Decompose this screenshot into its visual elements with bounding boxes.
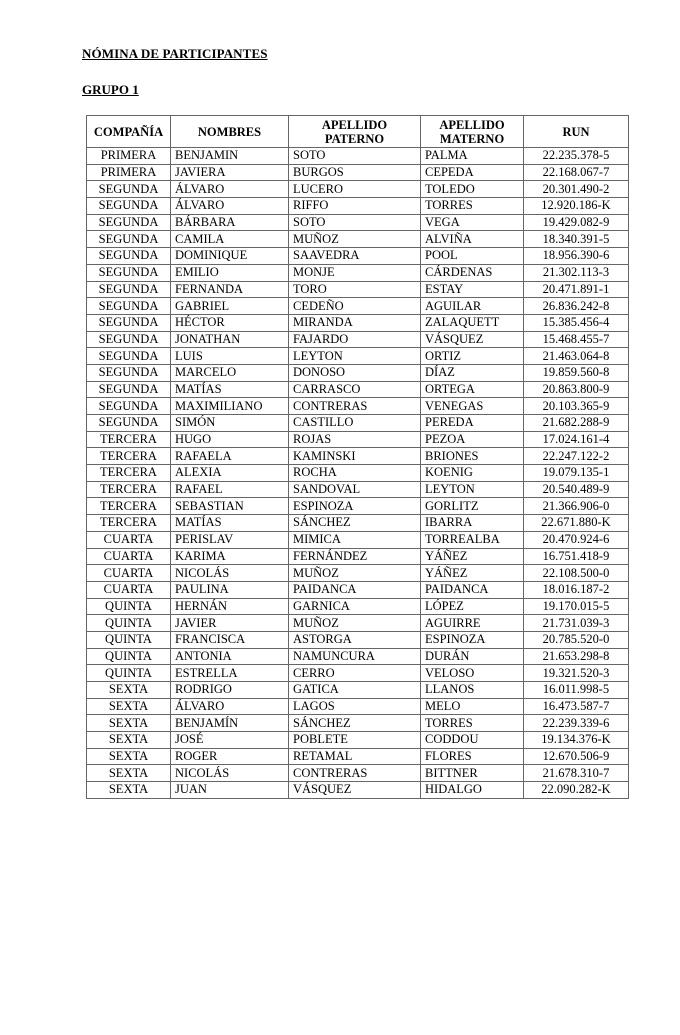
cell-apellido-materno: CEPEDA bbox=[421, 164, 524, 181]
cell-run: 20.540.489-9 bbox=[524, 481, 629, 498]
cell-run: 19.134.376-K bbox=[524, 732, 629, 749]
cell-compania: SEGUNDA bbox=[87, 298, 171, 315]
cell-apellido-paterno: GARNICA bbox=[289, 598, 421, 615]
cell-apellido-paterno: SÁNCHEZ bbox=[289, 515, 421, 532]
cell-compania: SEGUNDA bbox=[87, 214, 171, 231]
cell-apellido-paterno: NAMUNCURA bbox=[289, 648, 421, 665]
cell-nombres: FRANCISCA bbox=[171, 631, 289, 648]
cell-compania: SEGUNDA bbox=[87, 331, 171, 348]
table-row bbox=[87, 782, 629, 799]
table-row bbox=[87, 581, 629, 598]
table-row bbox=[87, 465, 629, 482]
cell-apellido-materno: VELOSO bbox=[421, 665, 524, 682]
cell-compania: TERCERA bbox=[87, 498, 171, 515]
cell-compania: SEXTA bbox=[87, 698, 171, 715]
cell-apellido-materno: DURÁN bbox=[421, 648, 524, 665]
table-row bbox=[87, 698, 629, 715]
cell-nombres: ESTRELLA bbox=[171, 665, 289, 682]
cell-nombres: ANTONIA bbox=[171, 648, 289, 665]
document-title: NÓMINA DE PARTICIPANTES bbox=[82, 46, 268, 61]
cell-nombres: GABRIEL bbox=[171, 298, 289, 315]
table-row bbox=[87, 198, 629, 215]
cell-apellido-paterno: TORO bbox=[289, 281, 421, 298]
cell-apellido-materno: TORRES bbox=[421, 198, 524, 215]
cell-run: 22.247.122-2 bbox=[524, 448, 629, 465]
cell-apellido-paterno: SAAVEDRA bbox=[289, 248, 421, 265]
table-row bbox=[87, 515, 629, 532]
table-row bbox=[87, 298, 629, 315]
cell-apellido-materno: DÍAZ bbox=[421, 364, 524, 381]
cell-run: 19.079.135-1 bbox=[524, 465, 629, 482]
cell-apellido-paterno: BURGOS bbox=[289, 164, 421, 181]
cell-apellido-paterno: PAIDANCA bbox=[289, 581, 421, 598]
table-row bbox=[87, 481, 629, 498]
cell-apellido-materno: IBARRA bbox=[421, 515, 524, 532]
cell-compania: CUARTA bbox=[87, 581, 171, 598]
cell-nombres: KARIMA bbox=[171, 548, 289, 565]
table-row bbox=[87, 682, 629, 699]
cell-compania: TERCERA bbox=[87, 465, 171, 482]
cell-apellido-materno: ESPINOZA bbox=[421, 631, 524, 648]
cell-nombres: NICOLÁS bbox=[171, 565, 289, 582]
cell-apellido-materno: CÁRDENAS bbox=[421, 264, 524, 281]
cell-apellido-paterno: CASTILLO bbox=[289, 415, 421, 432]
header-apellido-materno-text: APELLIDO MATERNO bbox=[439, 117, 505, 146]
cell-nombres: NICOLÁS bbox=[171, 765, 289, 782]
header-run: RUN bbox=[524, 116, 629, 148]
cell-nombres: BÁRBARA bbox=[171, 214, 289, 231]
cell-apellido-paterno: LAGOS bbox=[289, 698, 421, 715]
cell-apellido-paterno: MUÑOZ bbox=[289, 565, 421, 582]
cell-apellido-materno: PAIDANCA bbox=[421, 581, 524, 598]
cell-nombres: JOSÉ bbox=[171, 732, 289, 749]
cell-compania: SEXTA bbox=[87, 682, 171, 699]
cell-apellido-materno: ALVIÑA bbox=[421, 231, 524, 248]
header-compania: COMPAÑÍA bbox=[87, 116, 171, 148]
cell-apellido-paterno: FERNÁNDEZ bbox=[289, 548, 421, 565]
cell-apellido-materno: VENEGAS bbox=[421, 398, 524, 415]
cell-run: 22.108.500-0 bbox=[524, 565, 629, 582]
table-row bbox=[87, 214, 629, 231]
cell-apellido-paterno: SANDOVAL bbox=[289, 481, 421, 498]
table-row bbox=[87, 381, 629, 398]
cell-run: 22.090.282-K bbox=[524, 782, 629, 799]
cell-apellido-materno: PEZOA bbox=[421, 431, 524, 448]
cell-apellido-materno: BITTNER bbox=[421, 765, 524, 782]
cell-run: 21.366.906-0 bbox=[524, 498, 629, 515]
cell-nombres: EMILIO bbox=[171, 264, 289, 281]
cell-run: 26.836.242-8 bbox=[524, 298, 629, 315]
cell-run: 21.731.039-3 bbox=[524, 615, 629, 632]
cell-nombres: HERNÁN bbox=[171, 598, 289, 615]
cell-apellido-paterno: LEYTON bbox=[289, 348, 421, 365]
cell-apellido-materno: ORTIZ bbox=[421, 348, 524, 365]
table-header-row bbox=[87, 116, 629, 148]
cell-apellido-paterno: MUÑOZ bbox=[289, 615, 421, 632]
cell-run: 20.785.520-0 bbox=[524, 631, 629, 648]
cell-apellido-materno: TORREALBA bbox=[421, 531, 524, 548]
cell-nombres: RAFAELA bbox=[171, 448, 289, 465]
cell-nombres: ÁLVARO bbox=[171, 698, 289, 715]
cell-apellido-materno: AGUIRRE bbox=[421, 615, 524, 632]
cell-compania: TERCERA bbox=[87, 431, 171, 448]
cell-compania: SEXTA bbox=[87, 732, 171, 749]
cell-compania: QUINTA bbox=[87, 631, 171, 648]
participants-table bbox=[86, 115, 629, 799]
cell-compania: SEGUNDA bbox=[87, 364, 171, 381]
cell-apellido-paterno: CONTRERAS bbox=[289, 398, 421, 415]
cell-apellido-materno: LLANOS bbox=[421, 682, 524, 699]
cell-apellido-materno: VÁSQUEZ bbox=[421, 331, 524, 348]
cell-nombres: JAVIERA bbox=[171, 164, 289, 181]
cell-apellido-materno: BRIONES bbox=[421, 448, 524, 465]
cell-compania: SEGUNDA bbox=[87, 381, 171, 398]
cell-run: 20.471.891-1 bbox=[524, 281, 629, 298]
cell-compania: TERCERA bbox=[87, 515, 171, 532]
cell-apellido-paterno: MONJE bbox=[289, 264, 421, 281]
cell-run: 22.235.378-5 bbox=[524, 148, 629, 165]
cell-run: 19.321.520-3 bbox=[524, 665, 629, 682]
table-row bbox=[87, 348, 629, 365]
cell-run: 16.751.418-9 bbox=[524, 548, 629, 565]
cell-run: 19.170.015-5 bbox=[524, 598, 629, 615]
table-row bbox=[87, 631, 629, 648]
cell-apellido-paterno: MUÑOZ bbox=[289, 231, 421, 248]
cell-compania: SEGUNDA bbox=[87, 415, 171, 432]
table-row bbox=[87, 765, 629, 782]
cell-compania: QUINTA bbox=[87, 665, 171, 682]
cell-apellido-paterno: RIFFO bbox=[289, 198, 421, 215]
cell-apellido-paterno: GATICA bbox=[289, 682, 421, 699]
cell-apellido-materno: CODDOU bbox=[421, 732, 524, 749]
cell-apellido-materno: YÁÑEZ bbox=[421, 565, 524, 582]
cell-nombres: FERNANDA bbox=[171, 281, 289, 298]
cell-nombres: LUIS bbox=[171, 348, 289, 365]
cell-nombres: HUGO bbox=[171, 431, 289, 448]
cell-compania: SEGUNDA bbox=[87, 231, 171, 248]
cell-nombres: SIMÓN bbox=[171, 415, 289, 432]
table-row bbox=[87, 748, 629, 765]
cell-nombres: MATÍAS bbox=[171, 381, 289, 398]
cell-compania: SEXTA bbox=[87, 765, 171, 782]
cell-nombres: MAXIMILIANO bbox=[171, 398, 289, 415]
cell-run: 22.168.067-7 bbox=[524, 164, 629, 181]
cell-run: 21.682.288-9 bbox=[524, 415, 629, 432]
cell-nombres: PERISLAV bbox=[171, 531, 289, 548]
table-row bbox=[87, 331, 629, 348]
cell-compania: PRIMERA bbox=[87, 164, 171, 181]
cell-apellido-paterno: MIRANDA bbox=[289, 314, 421, 331]
table-row bbox=[87, 732, 629, 749]
cell-apellido-materno: TOLEDO bbox=[421, 181, 524, 198]
cell-apellido-materno: HIDALGO bbox=[421, 782, 524, 799]
cell-run: 15.468.455-7 bbox=[524, 331, 629, 348]
table-row bbox=[87, 498, 629, 515]
cell-compania: TERCERA bbox=[87, 448, 171, 465]
cell-apellido-paterno: SOTO bbox=[289, 214, 421, 231]
cell-apellido-paterno: CARRASCO bbox=[289, 381, 421, 398]
cell-compania: TERCERA bbox=[87, 481, 171, 498]
cell-compania: SEGUNDA bbox=[87, 348, 171, 365]
cell-run: 21.302.113-3 bbox=[524, 264, 629, 281]
cell-run: 18.956.390-6 bbox=[524, 248, 629, 265]
cell-apellido-materno: LEYTON bbox=[421, 481, 524, 498]
table-body bbox=[87, 148, 629, 799]
cell-nombres: RAFAEL bbox=[171, 481, 289, 498]
cell-apellido-paterno: MIMICA bbox=[289, 531, 421, 548]
cell-compania: QUINTA bbox=[87, 615, 171, 632]
group-heading: GRUPO 1 bbox=[82, 82, 139, 97]
cell-apellido-paterno: CEDEÑO bbox=[289, 298, 421, 315]
table-row bbox=[87, 281, 629, 298]
cell-apellido-materno: TORRES bbox=[421, 715, 524, 732]
cell-apellido-materno: YÁÑEZ bbox=[421, 548, 524, 565]
cell-apellido-paterno: RETAMAL bbox=[289, 748, 421, 765]
cell-run: 12.920.186-K bbox=[524, 198, 629, 215]
cell-run: 22.239.339-6 bbox=[524, 715, 629, 732]
table-row bbox=[87, 615, 629, 632]
cell-run: 16.011.998-5 bbox=[524, 682, 629, 699]
cell-nombres: BENJAMIN bbox=[171, 148, 289, 165]
cell-compania: QUINTA bbox=[87, 648, 171, 665]
table-row bbox=[87, 665, 629, 682]
cell-compania: SEGUNDA bbox=[87, 181, 171, 198]
cell-apellido-materno: MELO bbox=[421, 698, 524, 715]
table-row bbox=[87, 715, 629, 732]
cell-nombres: ROGER bbox=[171, 748, 289, 765]
cell-apellido-paterno: ROJAS bbox=[289, 431, 421, 448]
cell-nombres: JONATHAN bbox=[171, 331, 289, 348]
cell-run: 18.016.187-2 bbox=[524, 581, 629, 598]
table-row bbox=[87, 565, 629, 582]
cell-apellido-materno: POOL bbox=[421, 248, 524, 265]
cell-nombres: SEBASTIAN bbox=[171, 498, 289, 515]
cell-nombres: RODRIGO bbox=[171, 682, 289, 699]
cell-apellido-paterno: KAMINSKI bbox=[289, 448, 421, 465]
cell-nombres: JAVIER bbox=[171, 615, 289, 632]
cell-apellido-paterno: CERRO bbox=[289, 665, 421, 682]
cell-nombres: BENJAMÍN bbox=[171, 715, 289, 732]
cell-run: 20.470.924-6 bbox=[524, 531, 629, 548]
cell-nombres: JUAN bbox=[171, 782, 289, 799]
cell-nombres: MARCELO bbox=[171, 364, 289, 381]
table-row bbox=[87, 248, 629, 265]
cell-compania: QUINTA bbox=[87, 598, 171, 615]
cell-compania: SEGUNDA bbox=[87, 248, 171, 265]
cell-apellido-paterno: DONOSO bbox=[289, 364, 421, 381]
cell-apellido-paterno: ASTORGA bbox=[289, 631, 421, 648]
cell-compania: SEGUNDA bbox=[87, 264, 171, 281]
table-row bbox=[87, 264, 629, 281]
header-apellido-paterno bbox=[289, 116, 421, 148]
cell-run: 21.653.298-8 bbox=[524, 648, 629, 665]
cell-run: 19.859.560-8 bbox=[524, 364, 629, 381]
cell-nombres: DOMINIQUE bbox=[171, 248, 289, 265]
cell-apellido-paterno: LUCERO bbox=[289, 181, 421, 198]
cell-apellido-paterno: ESPINOZA bbox=[289, 498, 421, 515]
cell-apellido-materno: PEREDA bbox=[421, 415, 524, 432]
cell-nombres: HÉCTOR bbox=[171, 314, 289, 331]
cell-compania: SEGUNDA bbox=[87, 281, 171, 298]
cell-compania: SEGUNDA bbox=[87, 198, 171, 215]
cell-compania: CUARTA bbox=[87, 565, 171, 582]
cell-apellido-materno: LÓPEZ bbox=[421, 598, 524, 615]
table-row bbox=[87, 415, 629, 432]
cell-apellido-materno: VEGA bbox=[421, 214, 524, 231]
table-row bbox=[87, 648, 629, 665]
cell-compania: CUARTA bbox=[87, 531, 171, 548]
table-row bbox=[87, 314, 629, 331]
cell-run: 12.670.506-9 bbox=[524, 748, 629, 765]
cell-nombres: ALEXIA bbox=[171, 465, 289, 482]
cell-compania: SEXTA bbox=[87, 782, 171, 799]
cell-run: 20.103.365-9 bbox=[524, 398, 629, 415]
table-row bbox=[87, 231, 629, 248]
table-row bbox=[87, 398, 629, 415]
cell-nombres: ÁLVARO bbox=[171, 198, 289, 215]
cell-apellido-materno: ORTEGA bbox=[421, 381, 524, 398]
cell-nombres: MATÍAS bbox=[171, 515, 289, 532]
cell-apellido-materno: FLORES bbox=[421, 748, 524, 765]
cell-run: 20.301.490-2 bbox=[524, 181, 629, 198]
table-row bbox=[87, 164, 629, 181]
table-row bbox=[87, 181, 629, 198]
table-row bbox=[87, 531, 629, 548]
cell-apellido-materno: PALMA bbox=[421, 148, 524, 165]
cell-apellido-materno: KOENIG bbox=[421, 465, 524, 482]
cell-run: 16.473.587-7 bbox=[524, 698, 629, 715]
cell-compania: SEXTA bbox=[87, 715, 171, 732]
cell-compania: SEXTA bbox=[87, 748, 171, 765]
header-apellido-paterno-text: APELLIDO PATERNO bbox=[321, 117, 388, 146]
cell-compania: PRIMERA bbox=[87, 148, 171, 165]
cell-run: 19.429.082-9 bbox=[524, 214, 629, 231]
table-row bbox=[87, 598, 629, 615]
cell-apellido-paterno: ROCHA bbox=[289, 465, 421, 482]
table-row bbox=[87, 431, 629, 448]
header-apellido-materno bbox=[421, 116, 524, 148]
cell-run: 20.863.800-9 bbox=[524, 381, 629, 398]
cell-run: 15.385.456-4 bbox=[524, 314, 629, 331]
cell-apellido-paterno: VÁSQUEZ bbox=[289, 782, 421, 799]
table-row bbox=[87, 364, 629, 381]
cell-run: 22.671.880-K bbox=[524, 515, 629, 532]
cell-run: 17.024.161-4 bbox=[524, 431, 629, 448]
cell-compania: SEGUNDA bbox=[87, 398, 171, 415]
cell-apellido-materno: AGUILAR bbox=[421, 298, 524, 315]
table-row bbox=[87, 148, 629, 165]
cell-apellido-materno: GORLITZ bbox=[421, 498, 524, 515]
cell-apellido-paterno: POBLETE bbox=[289, 732, 421, 749]
cell-nombres: ÁLVARO bbox=[171, 181, 289, 198]
cell-run: 21.678.310-7 bbox=[524, 765, 629, 782]
cell-apellido-materno: ESTAY bbox=[421, 281, 524, 298]
cell-compania: SEGUNDA bbox=[87, 314, 171, 331]
cell-compania: CUARTA bbox=[87, 548, 171, 565]
table-row bbox=[87, 548, 629, 565]
cell-run: 18.340.391-5 bbox=[524, 231, 629, 248]
cell-apellido-materno: ZALAQUETT bbox=[421, 314, 524, 331]
table-row bbox=[87, 448, 629, 465]
header-nombres: NOMBRES bbox=[171, 116, 289, 148]
cell-apellido-paterno: SOTO bbox=[289, 148, 421, 165]
cell-apellido-paterno: SÁNCHEZ bbox=[289, 715, 421, 732]
cell-nombres: CAMILA bbox=[171, 231, 289, 248]
cell-run: 21.463.064-8 bbox=[524, 348, 629, 365]
cell-apellido-paterno: CONTRERAS bbox=[289, 765, 421, 782]
cell-nombres: PAULINA bbox=[171, 581, 289, 598]
cell-apellido-paterno: FAJARDO bbox=[289, 331, 421, 348]
